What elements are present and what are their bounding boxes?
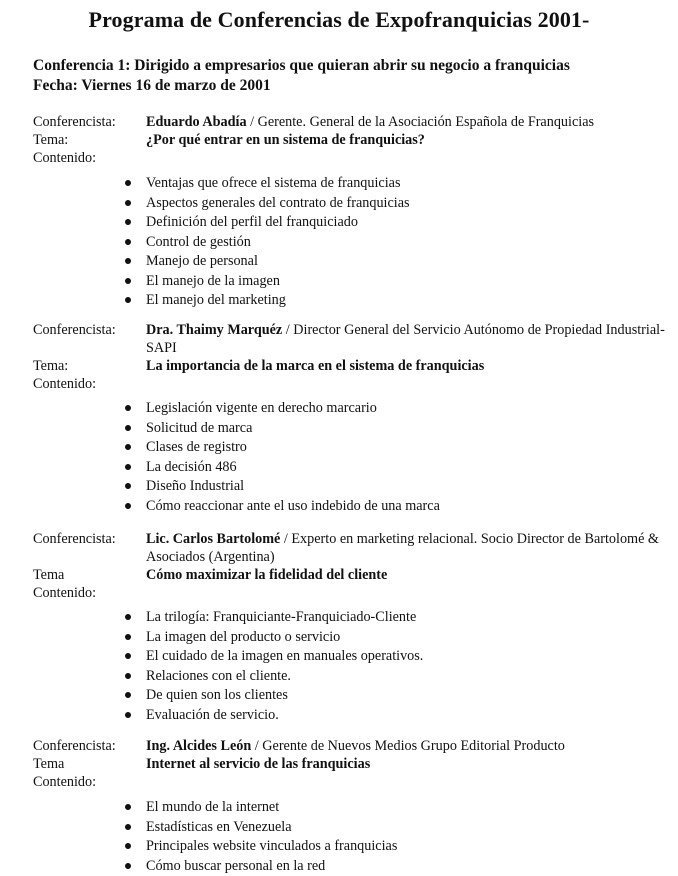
speaker-label: Conferencista: bbox=[33, 114, 116, 130]
speaker-label: Conferencista: bbox=[33, 322, 116, 338]
content-label: Contenido: bbox=[33, 150, 97, 166]
list-item: El manejo de la imagen bbox=[0, 272, 678, 292]
bullet-icon bbox=[125, 673, 131, 679]
list-item: La trilogía: Franquiciante-Franquiciado-Cliente bbox=[0, 608, 678, 628]
speaker-role: / Gerente. General de la Asociación Española de Franquicias bbox=[246, 114, 595, 130]
content-list bbox=[0, 174, 678, 311]
bullet-icon bbox=[125, 425, 131, 431]
speaker-role: / Experto en marketing relacional. Socio Director de Bartolomé & Asociados (Argentina) bbox=[146, 531, 659, 565]
bullet-icon bbox=[125, 804, 131, 810]
speaker-label: Conferencista: bbox=[33, 738, 116, 754]
bullet-icon bbox=[125, 405, 131, 411]
list-item: Ventajas que ofrece el sistema de franquicias bbox=[0, 174, 678, 194]
list-item: El mundo de la internet bbox=[0, 798, 678, 818]
lecture-section bbox=[0, 737, 678, 876]
speaker-info bbox=[146, 321, 671, 357]
list-item: Cómo reaccionar ante el uso indebido de una marca bbox=[0, 497, 678, 517]
list-item: La decisión 486 bbox=[0, 458, 678, 478]
speaker-name: Dra. Thaimy Marquéz bbox=[146, 322, 283, 338]
lecture-section bbox=[0, 321, 678, 516]
bullet-icon bbox=[125, 614, 131, 620]
speaker-role: / Gerente de Nuevos Medios Grupo Editorial Producto bbox=[251, 738, 565, 754]
list-item: La imagen del producto o servicio bbox=[0, 628, 678, 648]
lecture-section bbox=[0, 530, 678, 725]
topic-label: Tema bbox=[33, 567, 65, 583]
speaker-name: Eduardo Abadía bbox=[146, 114, 247, 130]
bullet-icon bbox=[125, 634, 131, 640]
bullet-icon bbox=[125, 258, 131, 264]
bullet-icon bbox=[125, 297, 131, 303]
bullet-icon bbox=[125, 239, 131, 245]
bullet-icon bbox=[125, 824, 131, 830]
topic-label: Tema: bbox=[33, 132, 69, 148]
page-title: Programa de Conferencias de Expofranquicias 2001- bbox=[88, 7, 590, 32]
bullet-icon bbox=[125, 712, 131, 718]
content-label: Contenido: bbox=[33, 585, 97, 601]
topic: Cómo maximizar la fidelidad del cliente bbox=[146, 567, 388, 583]
list-item: Cómo buscar personal en la red bbox=[0, 857, 678, 876]
topic-label: Tema: bbox=[33, 358, 69, 374]
speaker-name: Lic. Carlos Bartolomé bbox=[146, 531, 281, 547]
list-item: Manejo de personal bbox=[0, 252, 678, 272]
list-item: De quien son los clientes bbox=[0, 686, 678, 706]
bullet-icon bbox=[125, 180, 131, 186]
list-item: Solicitud de marca bbox=[0, 419, 678, 439]
list-item: Principales website vinculados a franquicias bbox=[0, 837, 678, 857]
speaker-info bbox=[146, 113, 671, 131]
list-item: Evaluación de servicio. bbox=[0, 706, 678, 726]
bullet-icon bbox=[125, 692, 131, 698]
list-item: Aspectos generales del contrato de franquicias bbox=[0, 194, 678, 214]
content-list bbox=[0, 399, 678, 516]
topic: Internet al servicio de las franquicias bbox=[146, 756, 371, 772]
content-list bbox=[0, 608, 678, 725]
conference-header bbox=[33, 56, 570, 96]
speaker-role: / Director General del Servicio Autónomo de Propiedad Industrial-SAPI bbox=[146, 322, 665, 356]
list-item: El manejo del marketing bbox=[0, 291, 678, 311]
bullet-icon bbox=[125, 503, 131, 509]
topic: ¿Por qué entrar en un sistema de franquicias? bbox=[146, 132, 425, 148]
bullet-icon bbox=[125, 219, 131, 225]
list-item: Control de gestión bbox=[0, 233, 678, 253]
topic-label: Tema bbox=[33, 756, 65, 772]
bullet-icon bbox=[125, 464, 131, 470]
speaker-name: Ing. Alcides León bbox=[146, 738, 252, 754]
list-item: Clases de registro bbox=[0, 438, 678, 458]
list-item: Estadísticas en Venezuela bbox=[0, 818, 678, 838]
conference-line: Conferencia 1: Dirigido a empresarios que quieran abrir su negocio a franquicias bbox=[33, 57, 570, 74]
bullet-icon bbox=[125, 843, 131, 849]
list-item: Definición del perfil del franquiciado bbox=[0, 213, 678, 233]
speaker-info bbox=[146, 530, 671, 566]
topic: La importancia de la marca en el sistema de franquicias bbox=[146, 358, 485, 374]
content-label: Contenido: bbox=[33, 376, 97, 392]
content-list bbox=[0, 798, 678, 876]
bullet-icon bbox=[125, 278, 131, 284]
lecture-section bbox=[0, 113, 678, 311]
speaker-info bbox=[146, 737, 671, 755]
bullet-icon bbox=[125, 653, 131, 659]
list-item: Legislación vigente en derecho marcario bbox=[0, 399, 678, 419]
date-line: Fecha: Viernes 16 de marzo de 2001 bbox=[33, 77, 271, 94]
bullet-icon bbox=[125, 863, 131, 869]
bullet-icon bbox=[125, 444, 131, 450]
list-item: El cuidado de la imagen en manuales operativos. bbox=[0, 647, 678, 667]
list-item: Diseño Industrial bbox=[0, 477, 678, 497]
list-item: Relaciones con el cliente. bbox=[0, 667, 678, 687]
content-label: Contenido: bbox=[33, 774, 97, 790]
speaker-label: Conferencista: bbox=[33, 531, 116, 547]
bullet-icon bbox=[125, 483, 131, 489]
bullet-icon bbox=[125, 200, 131, 206]
